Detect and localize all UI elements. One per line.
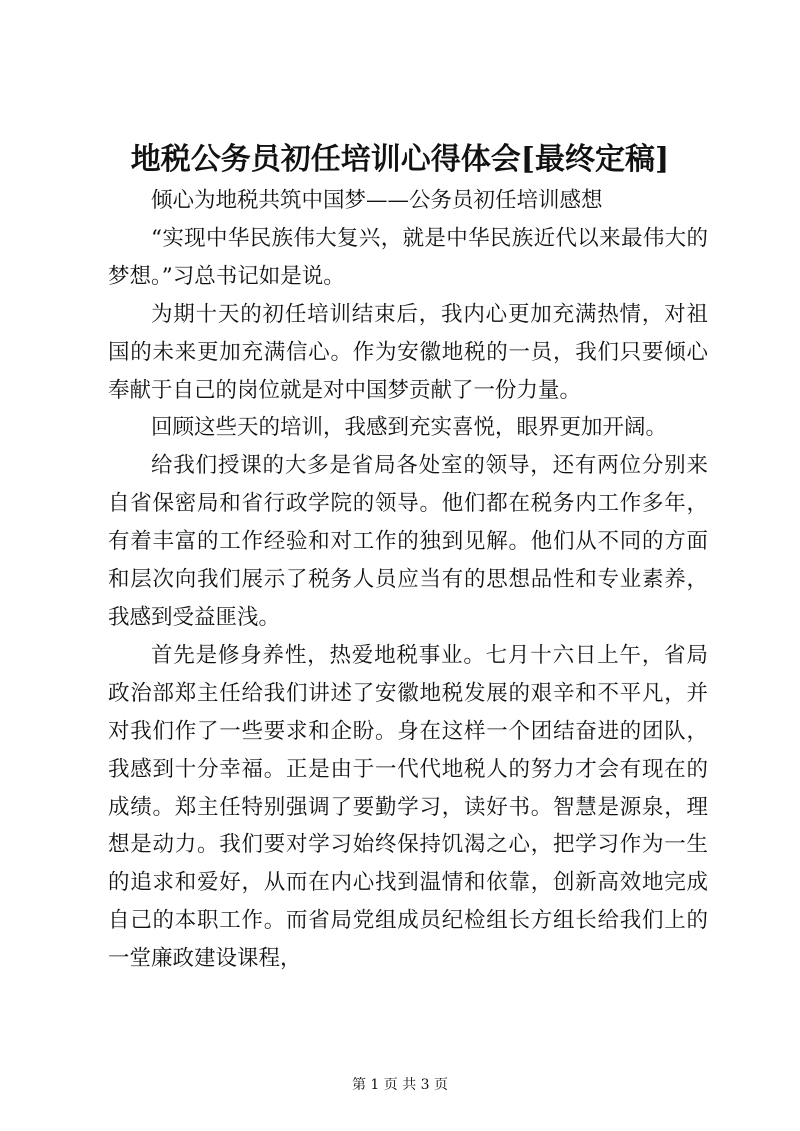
subtitle-paragraph: 倾心为地税共筑中国梦——公务员初任培训感想	[151, 188, 603, 213]
page-footer: 第 1 页 共 3 页	[351, 1077, 449, 1093]
document-body	[108, 182, 708, 978]
body-paragraph: “实现中华民族伟大复兴，就是中华民族近代以来最伟大的梦想。”习总书记如是说。	[108, 225, 708, 289]
body-paragraph: 为期十天的初任培训结束后，我内心更加充满热情，对祖国的未来更加充满信心。作为安徽地税的一员，我们只要倾心奉献于自己的岗位就是对中国梦贡献了一份力量。	[108, 301, 708, 403]
document-title: 地税公务员初任培训心得体会[最终定稿]	[130, 142, 670, 177]
body-paragraph: 首先是修身养性，热爱地税事业。七月十六日上午，省局政治部郑主任给我们讲述了安徽地税发展的艰辛和不平凡，并对我们作了一些要求和企盼。身在这样一个团结奋进的团队，我感到十分幸福。正是由于一代代地税人的努力才会有现在的成绩。郑主任特别强调了要勤学习，读好书。智慧是源泉，理想是动力。我们要对学习始终保持饥渴之心，把学习作为一生的追求和爱好，从而在内心找到温情和依靠，创新高效地完成自己的本职工作。而省局党组成员纪检组长方组长给我们上的一堂廉政建设课程，	[108, 642, 708, 972]
body-paragraph: 给我们授课的大多是省局各处室的领导，还有两位分别来自省保密局和省行政学院的领导。他们都在税务内工作多年，有着丰富的工作经验和对工作的独到见解。他们从不同的方面和层次向我们展示了税务人员应当有的思想品性和专业素养，我感到受益匪浅。	[108, 453, 708, 630]
body-paragraph: 回顾这些天的培训，我感到充实喜悦，眼界更加开阔。	[151, 415, 668, 441]
